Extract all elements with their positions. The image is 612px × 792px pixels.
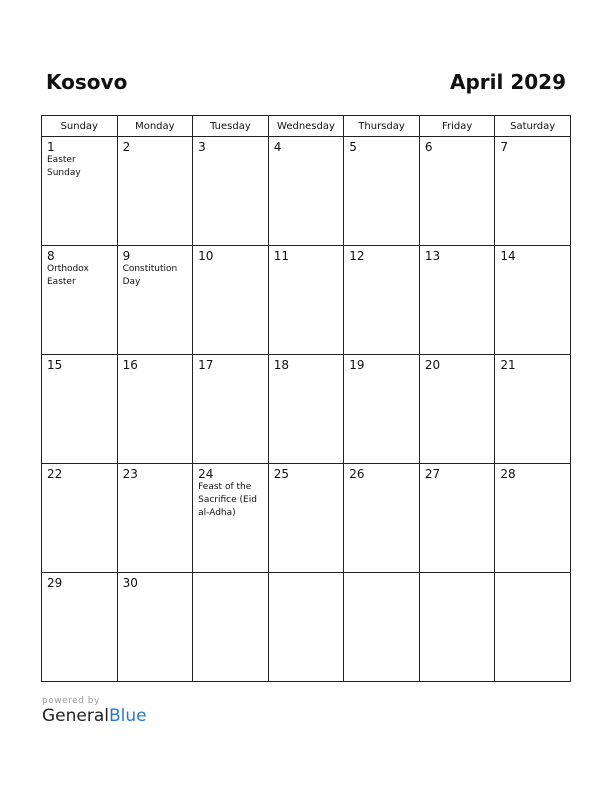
day-cell: [419, 355, 495, 464]
weekday-monday: Monday: [117, 116, 193, 137]
day-number: 20: [424, 358, 441, 372]
footer-branding: [42, 696, 147, 726]
day-cell: [419, 573, 495, 682]
day-cell: [268, 464, 344, 573]
day-cell: [344, 355, 420, 464]
weekday-wednesday: Wednesday: [268, 116, 344, 137]
weekday-tuesday: Tuesday: [193, 116, 269, 137]
week-row: [42, 246, 571, 355]
day-cell: [419, 246, 495, 355]
day-cell: [193, 355, 269, 464]
day-cell: [42, 464, 118, 573]
day-cell: [419, 464, 495, 573]
day-number: 17: [198, 358, 214, 372]
day-number: 30: [122, 576, 138, 590]
day-number: 4: [273, 140, 282, 154]
day-cell: [117, 137, 193, 246]
day-cell: [495, 355, 571, 464]
day-number: 25: [273, 467, 289, 481]
day-number: 24: [198, 467, 214, 481]
day-cell: [193, 137, 269, 246]
day-cell: [495, 137, 571, 246]
day-number: 29: [47, 576, 63, 590]
day-number: 10: [198, 249, 214, 263]
day-number: 26: [349, 467, 365, 481]
day-number: 7: [500, 140, 509, 154]
day-number: 8: [47, 249, 55, 263]
day-cell: [193, 246, 269, 355]
day-cell: [344, 246, 420, 355]
powered-by-text: powered by: [42, 696, 100, 706]
weekday-friday: Friday: [419, 116, 495, 137]
day-number: 11: [273, 249, 289, 263]
brand-general: General: [42, 706, 109, 726]
day-cell: [42, 573, 118, 682]
month-title: April 2029: [450, 70, 566, 94]
week-row: [42, 355, 571, 464]
holiday-label: Constitution Day: [122, 264, 178, 287]
day-cell: [495, 573, 571, 682]
calendar-grid: [41, 115, 571, 682]
day-cell: [419, 137, 495, 246]
day-number: 21: [500, 358, 516, 372]
weekday-header-row: [42, 116, 571, 137]
weekday-saturday: Saturday: [495, 116, 571, 137]
day-number: 3: [198, 140, 206, 154]
day-cell: [344, 573, 420, 682]
day-cell: [268, 137, 344, 246]
day-cell: [117, 464, 193, 573]
weekday-thursday: Thursday: [344, 116, 420, 137]
country-title: Kosovo: [46, 70, 128, 94]
brand-blue: Blue: [109, 706, 147, 726]
day-number: 12: [349, 249, 365, 263]
day-number: 19: [349, 358, 365, 372]
day-number: 22: [47, 467, 63, 481]
day-cell: [268, 246, 344, 355]
holiday-label: Feast of the Sacrifice (Eid al-Adha): [198, 482, 257, 518]
day-cell: [268, 573, 344, 682]
week-row: [42, 137, 571, 246]
day-cell: [268, 355, 344, 464]
holiday-label: Easter Sunday: [47, 155, 81, 178]
day-number: 15: [47, 358, 63, 372]
day-number: 28: [500, 467, 516, 481]
day-number: 1: [47, 140, 55, 154]
day-cell: [42, 246, 118, 355]
weekday-sunday: Sunday: [42, 116, 118, 137]
day-cell: [193, 573, 269, 682]
day-cell: [42, 137, 118, 246]
day-cell: [495, 464, 571, 573]
day-cell: [42, 355, 118, 464]
day-number: 5: [349, 140, 357, 154]
day-cell: [495, 246, 571, 355]
day-cell: [117, 573, 193, 682]
day-cell: [344, 137, 420, 246]
generalblue-logo[interactable]: [42, 706, 147, 726]
day-cell: [117, 355, 193, 464]
day-number: 14: [500, 249, 516, 263]
calendar-header: [46, 70, 566, 100]
day-number: 18: [273, 358, 289, 372]
day-number: 16: [122, 358, 138, 372]
holiday-label: Orthodox Easter: [47, 264, 89, 287]
week-row: [42, 573, 571, 682]
day-number: 27: [424, 467, 441, 481]
day-cell: [193, 464, 269, 573]
day-number: 2: [122, 140, 131, 154]
day-number: 6: [424, 140, 433, 154]
day-number: 23: [122, 467, 138, 481]
day-number: 9: [122, 249, 131, 263]
day-number: 13: [424, 249, 441, 263]
day-cell: [344, 464, 420, 573]
day-cell: [117, 246, 193, 355]
week-row: [42, 464, 571, 573]
